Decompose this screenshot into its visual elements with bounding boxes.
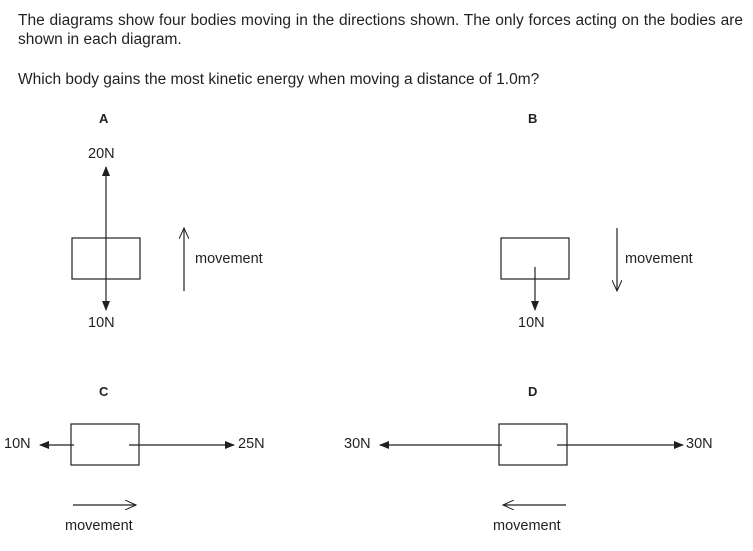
diagram-a-force-down-label: 10N (88, 315, 115, 331)
diagram-d-movement-label: movement (493, 518, 561, 534)
question-intro: The diagrams show four bodies moving in the directions shown. The only forces acting on the bodies are shown in each diagram. (18, 12, 743, 48)
diagram-a-movement-label: movement (195, 251, 263, 267)
diagram-b-force-down-label: 10N (518, 315, 545, 331)
diagram-b-movement-label: movement (625, 251, 693, 267)
diagram-a-force-up-label: 20N (88, 146, 115, 162)
question-prompt: Which body gains the most kinetic energy when moving a distance of 1.0m? (18, 71, 540, 88)
diagram-d-body (499, 424, 567, 465)
diagram-c-force-right-label: 25N (238, 436, 265, 452)
diagram-c-force-left-label: 10N (4, 436, 31, 452)
diagram-d-force-right-label: 30N (686, 436, 713, 452)
diagram-d-label: D (528, 384, 538, 399)
diagram-d-force-left-label: 30N (344, 436, 371, 452)
diagram-c-body (71, 424, 139, 465)
diagram-c-movement-label: movement (65, 518, 133, 534)
diagram-b-label: B (528, 111, 538, 126)
diagram-a-label: A (99, 111, 109, 126)
diagram-c-label: C (99, 384, 109, 399)
